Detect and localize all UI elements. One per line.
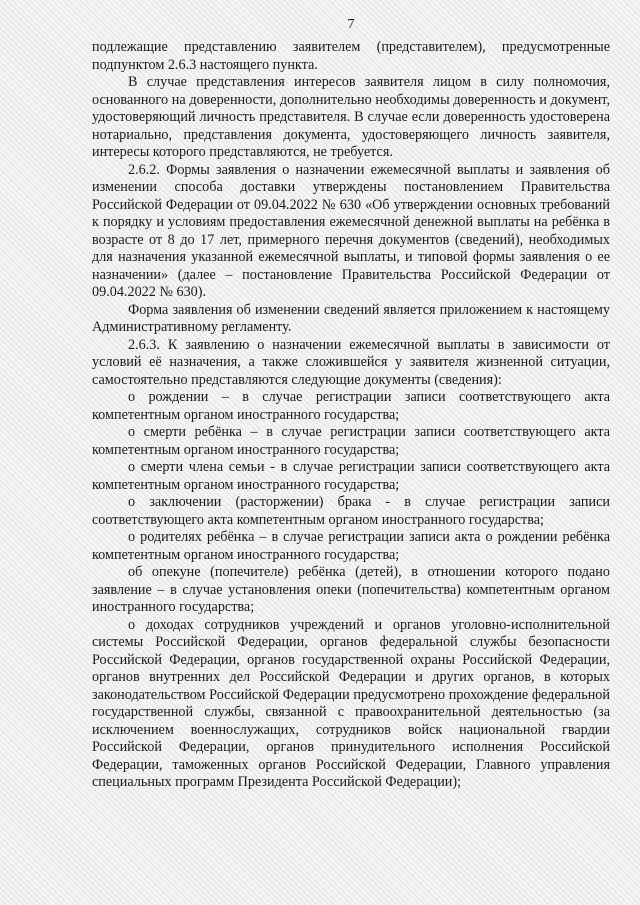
paragraph: о рождении – в случае регистрации записи соответствующего акта компетентным органом иностранного государства; bbox=[92, 389, 610, 423]
paragraph: о смерти ребёнка – в случае регистрации записи соответствующего акта компетентным органом иностранного государства; bbox=[92, 424, 610, 458]
paragraph: Форма заявления об изменении сведений является приложением к настоящему Административному регламенту. bbox=[92, 301, 610, 335]
page-number: 7 bbox=[347, 17, 355, 32]
paragraph: В случае представления интересов заявителя лицом в силу полномочия, основанного на доверенности, дополнительно необходимы доверенность и документ, удостоверяющий личность представителя. В случае если доверенность удостоверена нотариально, представления документа, удостоверяющего личность заявителя, интересы которого представляются, не требуется. bbox=[92, 74, 610, 160]
paragraph: об опекуне (попечителе) ребёнка (детей), в отношении которого подано заявление – в случае установления опеки (попечительства) компетентным органом иностранного государства; bbox=[92, 564, 610, 615]
paragraph: 2.6.3. К заявлению о назначении ежемесячной выплаты в зависимости от условий её назначения, а также сложившейся у заявителя жизненной ситуации, самостоятельно представляются следующие документы (сведения): bbox=[92, 336, 610, 388]
paragraph: подлежащие представлению заявителем (представителем), предусмотренные подпунктом 2.6.3 настоящего пункта. bbox=[92, 39, 610, 73]
paragraph: 2.6.2. Формы заявления о назначении ежемесячной выплаты и заявления об изменении способа доставки утверждены постановлением Правительства Российской Федерации от 09.04.2022 № 630 «Об утверждении основных требований к порядку и условиям предоставления ежемесячной денежной выплаты на ребёнка в возрасте от 8 до 17 лет, примерного перечня документов (сведений), необходимых для назначения указанной ежемесячной выплаты, и типовой формы заявления о ее назначении» (далее – постановление Правительства Российской Федерации от 09.04.2022 № 630). bbox=[92, 161, 610, 300]
paragraph: о доходах сотрудников учреждений и органов уголовно-исполнительной системы Российской Федерации, органов федеральной службы безопасности Российской Федерации, органов государственной охраны Российской Федерации, органов внутренних дел Российской Федерации и других органов, в которых законодательством Российской Федерации предусмотрено прохождение федеральной государственной службы, связанной с правоохранительной деятельностью (за исключением военнослужащих, сотрудников войск национальной гвардии Российской Федерации, органов принудительного исполнения Российской Федерации, таможенных органов Российской Федерации, Главного управления специальных программ Президента Российской Федерации); bbox=[92, 616, 610, 790]
paragraph: о смерти члена семьи - в случае регистрации записи соответствующего акта компетентным органом иностранного государства; bbox=[92, 459, 610, 493]
paragraph: о родителях ребёнка – в случае регистрации записи акта о рождении ребёнка компетентным органом иностранного государства; bbox=[92, 529, 610, 563]
paragraph: о заключении (расторжении) брака - в случае регистрации записи соответствующего акта компетентным органом иностранного государства; bbox=[92, 494, 610, 528]
document-body bbox=[92, 39, 610, 792]
